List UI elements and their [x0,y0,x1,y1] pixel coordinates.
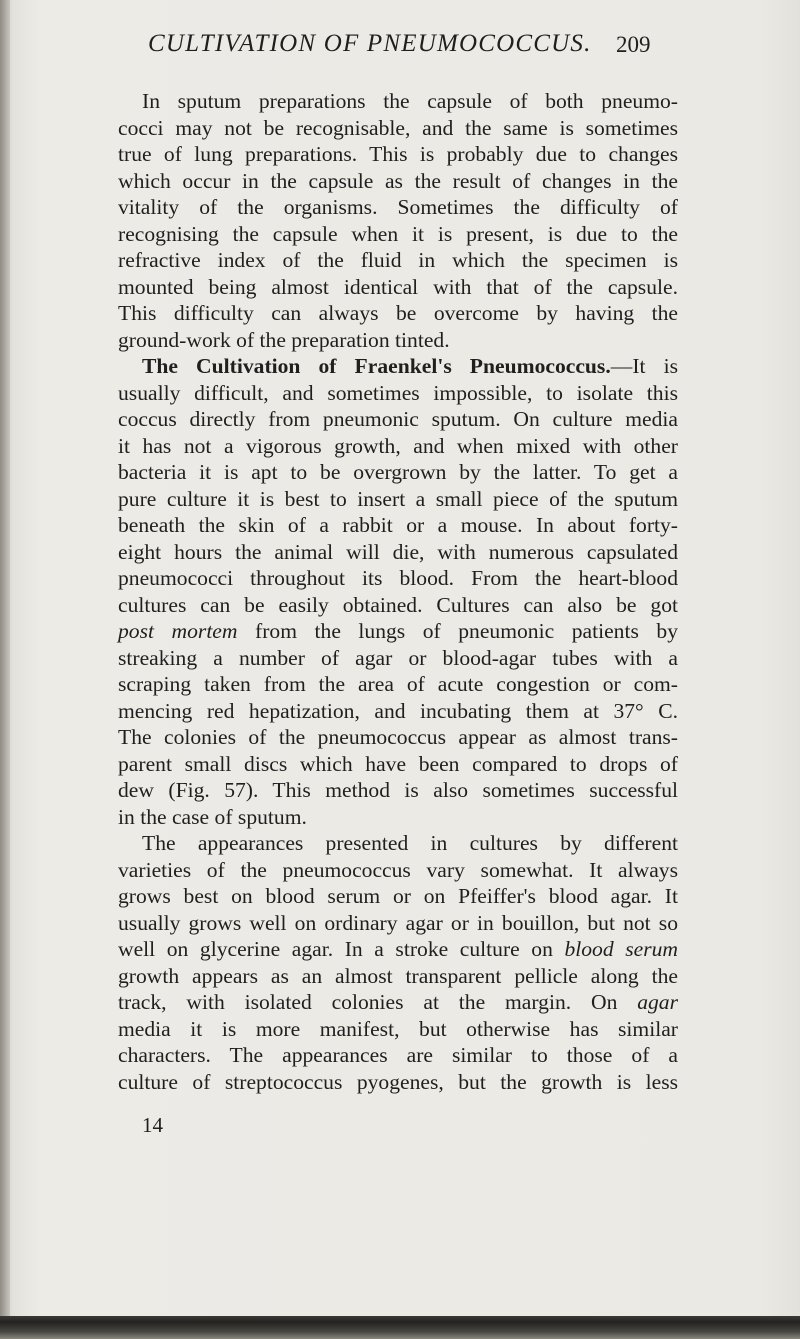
text-line: characters. The appearances are similar to those of a [118,1043,678,1067]
italic-term: blood serum [564,937,678,961]
text-line: vitality of the organisms. Sometimes the difficulty of [118,195,678,219]
text-line: recognising the capsule when it is present, is due to the [118,221,678,246]
text-line: cultures can be easily obtained. Cultures can also be got [118,592,678,617]
text-line: usually grows well on ordinary agar or in bouillon, but not so [118,910,678,935]
text-line: In sputum preparations the capsule of both pneumo- [142,89,678,113]
text-line [118,618,678,645]
text-line: dew (Fig. 57). This method is also sometimes successful [118,778,678,802]
section-heading: The Cultivation of Fraenkel's Pneumococcus. [142,354,611,378]
text-fragment: —It is [610,354,678,378]
italic-term: post mortem [118,619,238,643]
text-line: beneath the skin of a rabbit or a mouse. In about forty- [118,513,678,537]
text-line: in the case of sputum. [118,804,307,829]
text-line: mencing red hepatization, and incubating them at 37° C. [118,698,678,723]
text-line: The appearances presented in cultures by different [142,831,678,855]
page-bottom-edge [0,1316,800,1339]
text-line: The colonies of the pneumococcus appear as almost trans- [118,725,678,749]
text-line: coccus directly from pneumonic sputum. On culture media [118,407,678,431]
text-line: streaking a number of agar or blood-agar tubes with a [118,645,678,670]
page-number: 209 [616,32,651,57]
text-line: media it is more manifest, but otherwise has similar [118,1016,678,1041]
italic-term: agar [637,990,678,1014]
text-fragment: well on glycerine agar. In a stroke culture on [118,937,565,961]
text-line: usually difficult, and sometimes impossible, to isolate this [118,380,678,405]
page-header [0,24,800,64]
text-line: This difficulty can always be overcome by having the [118,301,678,325]
text-line: varieties of the pneumococcus vary somewhat. It always [118,857,678,882]
text-line: true of lung preparations. This is probably due to changes [118,142,678,166]
text-line: parent small discs which have been compared to drops of [118,751,678,776]
text-line: scraping taken from the area of acute congestion or com- [118,672,678,696]
body-text [118,88,678,1095]
text-line: grows best on blood serum or on Pfeiffer's blood agar. It [118,884,678,908]
text-fragment: from the lungs of pneumonic patients by [237,619,678,643]
running-head: CULTIVATION OF PNEUMOCOCCUS. [148,30,592,57]
text-line: pure culture it is best to insert a small piece of the sputum [118,486,678,511]
text-line: pneumococci throughout its blood. From the heart-blood [118,566,678,590]
text-line: mounted being almost identical with that of the capsule. [118,274,678,299]
text-line: refractive index of the fluid in which the specimen is [118,248,678,272]
text-line [118,989,678,1016]
text-line: bacteria it is apt to be overgrown by the latter. To get a [118,460,678,484]
text-line: culture of streptococcus pyogenes, but the growth is less [118,1069,678,1094]
text-line: cocci may not be recognisable, and the same is sometimes [118,115,678,140]
text-line: ground-work of the preparation tinted. [118,327,450,352]
text-line: which occur in the capsule as the result of changes in the [118,168,678,193]
signature-mark: 14 [142,1113,163,1137]
text-line: eight hours the animal will die, with numerous capsulated [118,539,678,564]
text-fragment: track, with isolated colonies at the margin. On [118,990,638,1014]
text-line: growth appears as an almost transparent pellicle along the [118,963,678,988]
text-line: it has not a vigorous growth, and when mixed with other [118,433,678,458]
section-heading-line [118,353,678,380]
text-line [118,936,678,963]
page-binding-edge [0,0,10,1339]
